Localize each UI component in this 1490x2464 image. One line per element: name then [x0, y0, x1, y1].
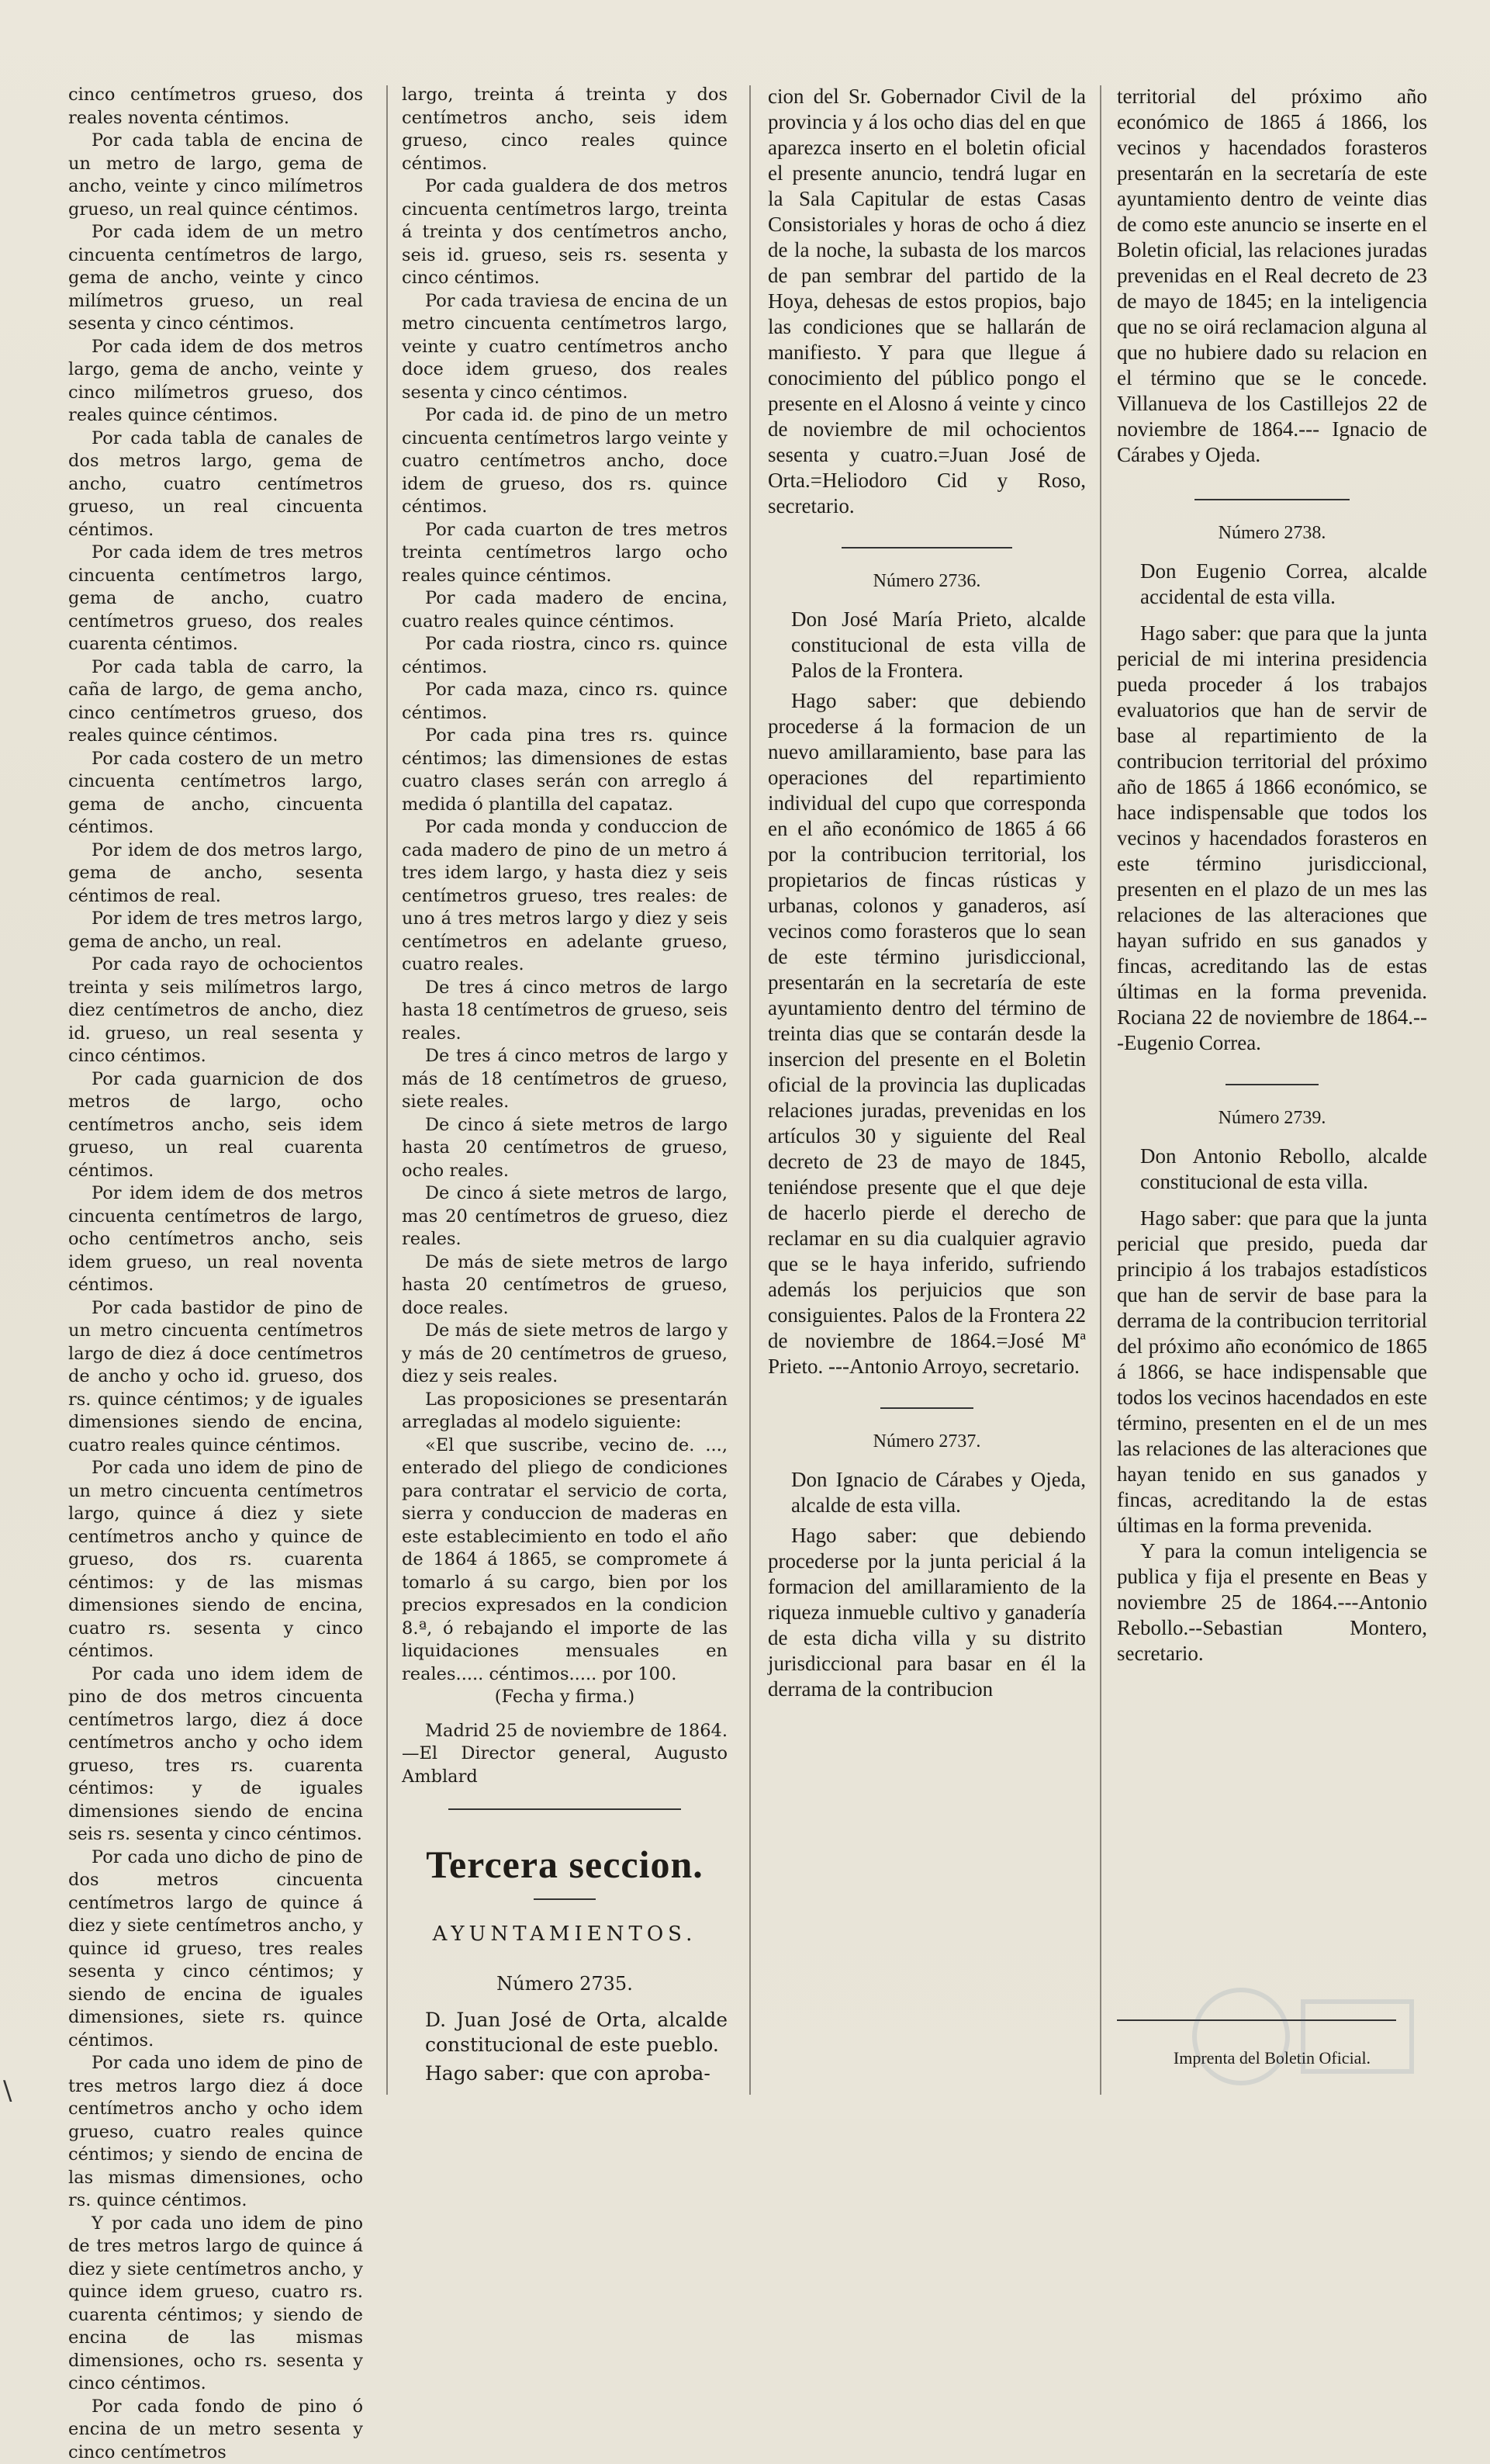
paragraph: Hago saber: que para que la junta pericial de mi interina presidencia pueda proceder á los trabajos evaluatorios que han de servir de base al repartimiento de la contribucion territorial del próximo año de 1865 á 1866 económico, se hace indispensable que todos los vecinos y hacendados forasteros en este término jurisdiccional, presenten en el plazo de un mes las relaciones de las alteraciones que hayan sufrido en sus ganados y fincas, acreditando las de estas últimas en la forma prevenida. Rociana 22 de noviembre de 1864.---Eugenio Correa. [1117, 621, 1427, 1056]
paragraph: Por cada monda y conduccion de cada madero de pino de un metro á tres idem largo, y hasta diez y seis centímetros grueso, tres reales: de uno á tres metros largo y diez y seis centímetros en adelante grueso, cuatro reales. [402, 816, 728, 977]
paragraph: Por cada gualdera de dos metros cincuenta centímetros largo, treinta á treinta y dos centímetros ancho, seis id. grueso, seis rs. sesenta y cinco céntimos. [402, 175, 728, 290]
paragraph: Por cada idem de un metro cincuenta centímetros de largo, gema de ancho, veinte y cinco milímetros grueso, un real sesenta y cinco céntimos. [68, 221, 363, 336]
paragraph: De tres á cinco metros de largo hasta 18 centímetros de grueso, seis reales. [402, 977, 728, 1046]
separator-rule [448, 1808, 681, 1810]
column-1 [68, 84, 363, 2101]
margin-mark: \ [3, 2075, 12, 2106]
column-rule-1 [386, 85, 388, 2095]
notice-header: Don Eugenio Correa, alcalde accidental de esta villa. [1117, 559, 1427, 610]
paragraph: Por idem de tres metros largo, gema de ancho, un real. [68, 908, 363, 953]
notice-number: Número 2737. [768, 1429, 1086, 1455]
notice-header: Don Ignacio de Cárabes y Ojeda, alcalde de esta villa. [768, 1467, 1086, 1518]
paragraph: De más de siete metros de largo hasta 20 centímetros de grueso, doce reales. [402, 1251, 728, 1320]
paragraph: Por cada id. de pino de un metro cincuenta centímetros largo veinte y cuatro centímetros ancho, doce idem de grueso, dos rs. quince céntimos. [402, 404, 728, 519]
signoff: Madrid 25 de noviembre de 1864. —El Director general, Augusto Amblard [402, 1720, 728, 1789]
paragraph: Por cada tabla de encina de un metro de largo, gema de ancho, veinte y cinco milímetros grueso, un real quince céntimos. [68, 130, 363, 221]
paragraph: cinco centímetros grueso, dos reales noventa céntimos. [68, 84, 363, 130]
column-4 [1117, 84, 1427, 2101]
separator-rule [1194, 499, 1350, 500]
paragraph: Por cada riostra, cinco rs. quince céntimos. [402, 633, 728, 679]
column-rule-2 [749, 85, 751, 2095]
paragraph: Por cada tabla de canales de dos metros largo, gema de ancho, cuatro centímetros grueso, un real cincuenta céntimos. [68, 427, 363, 542]
paragraph: De más de siete metros de largo y y más de 20 centímetros de grueso, diez y seis reales. [402, 1320, 728, 1389]
library-stamp-watermark [1187, 1955, 1419, 2118]
paragraph: Hago saber: que debiendo procederse á la formacion de un nuevo amillaramiento, base para las operaciones del repartimiento individual del cupo que corresponda en el año económico de 1865 á 66 por la contribucion territorial, los propietarios de fincas rústicas y urbanas, colonos y ganaderos, así vecinos como forasteros que lo sean de este término jurisdiccional, presentarán en la secretaría de este ayuntamiento dentro del término de treinta dias que se contarán desde la insercion del presente en el Boletin oficial de la provincia las duplicadas relaciones juradas, prevenidas en los artículos 30 y siguiente del Real decreto de 23 de mayo de 1845, teniéndose presente que el que deje de hacerlo pierde el derecho de reclamar en su dia cualquier agravio que se le haya inferido, sufriendo además los perjuicios que son consiguientes. Palos de la Frontera 22 de noviembre de 1864.=José Mª Prieto. ---Antonio Arroyo, secretario. [768, 688, 1086, 1379]
paragraph: Por cada guarnicion de dos metros de largo, ocho centímetros ancho, seis idem grueso, un real cuarenta céntimos. [68, 1068, 363, 1183]
paragraph: territorial del próximo año económico de 1865 á 1866, los vecinos y hacendados forasteros presentarán en la secretaría de este ayuntamiento dentro de veinte dias de como este anuncio se inserte en el Boletin oficial, las relaciones juradas prevenidas en el Real decreto de 23 de mayo de 1845; en la inteligencia que no se oirá reclamacion alguna al que no hubiere dado su relacion en el término que se le concede. Villanueva de los Castillejos 22 de noviembre de 1864.--- Ignacio de Cárabes y Ojeda. [1117, 84, 1427, 468]
paragraph: Por cada maza, cinco rs. quince céntimos. [402, 679, 728, 725]
paragraph: De tres á cinco metros de largo y más de 18 centímetros de grueso, siete reales. [402, 1045, 728, 1114]
notice-number: Número 2736. [768, 569, 1086, 594]
paragraph: Por cada traviesa de encina de un metro cincuenta centímetros largo, veinte y cuatro centímetros ancho doce idem grueso, dos reales sesenta y cinco céntimos. [402, 290, 728, 405]
separator-rule [880, 1407, 973, 1409]
paragraph: Por cada pina tres rs. quince céntimos; las dimensiones de estas cuatro clases serán con arreglo á medida ó plantilla del capataz. [402, 725, 728, 816]
paragraph: Por cada madero de encina, cuatro reales quince céntimos. [402, 587, 728, 633]
paragraph: Hago saber: que con aproba- [402, 2062, 728, 2085]
paragraph: Por cada cuarton de tres metros treinta centímetros largo ocho reales quince céntimos. [402, 519, 728, 588]
paragraph: Por cada uno idem idem de pino de dos metros cincuenta centímetros largo, diez á doce centímetros ancho y ocho idem grueso, tres rs. cuarenta céntimos: y de iguales dimensiones siendo de encina seis rs. sesenta y cinco céntimos. [68, 1663, 363, 1846]
paragraph: cion del Sr. Gobernador Civil de la provincia y á los ocho dias del en que aparezca inserto en el boletin oficial el presente anuncio, tendrá lugar en la Sala Capitular de estas Casas Consistoriales y horas de ocho á diez de la noche, la subasta de los marcos de pan sembrar del partido de la Hoya, dehesas de estos propios, bajo las condiciones que se hallarán de manifiesto. Y para que llegue á conocimiento del público pongo el presente en el Alosno á veinte y cinco de noviembre de mil ochocientos sesenta y cuatro.=Juan José de Orta.=Heliodoro Cid y Roso, secretario. [768, 84, 1086, 519]
notice-number: Número 2739. [1117, 1106, 1427, 1131]
paragraph: Por cada tabla de carro, la caña de largo, de gema ancho, cinco centímetros grueso, dos reales quince céntimos. [68, 656, 363, 748]
paragraph: De cinco á siete metros de largo hasta 20 centímetros de grueso, ocho reales. [402, 1114, 728, 1183]
paragraph: De cinco á siete metros de largo, mas 20 centímetros de grueso, diez reales. [402, 1182, 728, 1251]
separator-rule [534, 1898, 596, 1900]
column-rule-3 [1100, 85, 1101, 2095]
notice-header: Don José María Prieto, alcalde constitucional de esta villa de Palos de la Frontera. [768, 607, 1086, 683]
paragraph: Por cada uno idem de pino de tres metros largo diez á doce centímetros ancho y ocho idem grueso, cuatro reales quince céntimos; y siendo de encina de las mismas dimensiones, ocho rs. quince céntimos. [68, 2052, 363, 2213]
paragraph: Por idem de dos metros largo, gema de ancho, sesenta céntimos de real. [68, 839, 363, 908]
notice-header: Don Antonio Rebollo, alcalde constitucional de esta villa. [1117, 1144, 1427, 1195]
paragraph: Por cada rayo de ochocientos treinta y seis milímetros largo, diez centímetros de ancho, diez id. grueso, un real sesenta y cinco céntimos. [68, 953, 363, 1068]
paragraph: Por cada idem de tres metros cincuenta centímetros largo, gema de ancho, cuatro centímetros grueso, dos reales cuarenta céntimos. [68, 542, 363, 656]
date-signature-note: (Fecha y firma.) [402, 1686, 728, 1709]
paragraph: Las proposiciones se presentarán arregladas al modelo siguiente: [402, 1389, 728, 1434]
section-title: Tercera seccion. [402, 1841, 728, 1888]
paragraph: Y por cada uno idem de pino de tres metros largo de quince á diez y siete centímetros ancho, y quince idem grueso, cuatro rs. cuarenta céntimos; y siendo de encina de las mismas dimensiones, ocho rs. sesenta y cinco céntimos. [68, 2213, 363, 2396]
paragraph: Por cada idem de dos metros largo, gema de ancho, veinte y cinco milímetros grueso, dos reales quince céntimos. [68, 336, 363, 427]
notice-number: Número 2738. [1117, 521, 1427, 546]
paragraph: Por cada uno idem de pino de un metro cincuenta centímetros largo, quince á diez y siete centímetros ancho y quince de grueso, dos rs. cuarenta céntimos: y de las mismas dimensiones siendo de encina, cuatro rs. sesenta y cinco céntimos. [68, 1457, 363, 1663]
notice-number: Número 2735. [402, 1973, 728, 1996]
printer-imprint: Imprenta del Boletin Oficial. [1117, 2048, 1427, 2068]
separator-rule [842, 547, 1012, 549]
section-subtitle: AYUNTAMIENTOS. [402, 1923, 728, 1947]
paragraph: Por cada costero de un metro cincuenta centímetros largo, gema de ancho, cincuenta céntimos. [68, 748, 363, 839]
column-2 [402, 84, 728, 2101]
model-text: «El que suscribe, vecino de. ..., enterado del pliego de condiciones para contratar el servicio de corta, sierra y conduccion de maderas en este establecimiento en todo el año de 1864 á 1865, se compromete á tomarlo á su cargo, bien por los precios expresados en la condicion 8.ª, ó rebajando el importe de las liquidaciones mensuales en reales..... céntimos..... por 100. [402, 1434, 728, 1687]
paragraph: Hago saber: que para que la junta pericial que presido, pueda dar principio á los trabajos estadísticos que han de servir de base para la derrama de la contribucion territorial del próximo año económico de 1865 á 1866, se hace indispensable que todos los vecinos hacendados en este término, presenten en el de un mes las relaciones de las alteraciones que hayan tenido en sus ganados y fincas, acreditando la de estas últimas en la forma prevenida. [1117, 1206, 1427, 1538]
paragraph: Por cada uno dicho de pino de dos metros cincuenta centímetros largo de quince á diez y siete centímetros ancho, y quince id grueso, tres reales sesenta y cinco céntimos; y siendo de encina de iguales dimensiones, siete rs. quince céntimos. [68, 1846, 363, 2053]
paragraph: Y para la comun inteligencia se publica y fija el presente en Beas y noviembre 25 de 1864.---Antonio Rebollo.--Sebastian Montero, secretario. [1117, 1538, 1427, 1666]
paragraph: Hago saber: que debiendo procederse por la junta pericial á la formacion del amillaramiento de la riqueza inmueble cultivo y ganadería de esta dicha villa y su distrito jurisdiccional para basar en él la derrama de la contribucion [768, 1523, 1086, 1702]
paragraph: Por cada fondo de pino ó encina de un metro sesenta y cinco centímetros [68, 2396, 363, 2464]
paragraph: Por idem idem de dos metros cincuenta centímetros de largo, ocho centímetros ancho, seis idem grueso, un real noventa céntimos. [68, 1182, 363, 1297]
paragraph: largo, treinta á treinta y dos centímetros ancho, seis idem grueso, cinco reales quince céntimos. [402, 84, 728, 175]
column-3 [768, 84, 1086, 2101]
notice-header: D. Juan José de Orta, alcalde constitucional de este pueblo. [402, 2008, 728, 2057]
paragraph: Por cada bastidor de pino de un metro cincuenta centímetros largo de diez á doce centímetros de ancho y ocho id. grueso, dos rs. quince céntimos; y de iguales dimensiones siendo de encina, cuatro reales quince céntimos. [68, 1297, 363, 1458]
separator-rule [1226, 1084, 1319, 1085]
